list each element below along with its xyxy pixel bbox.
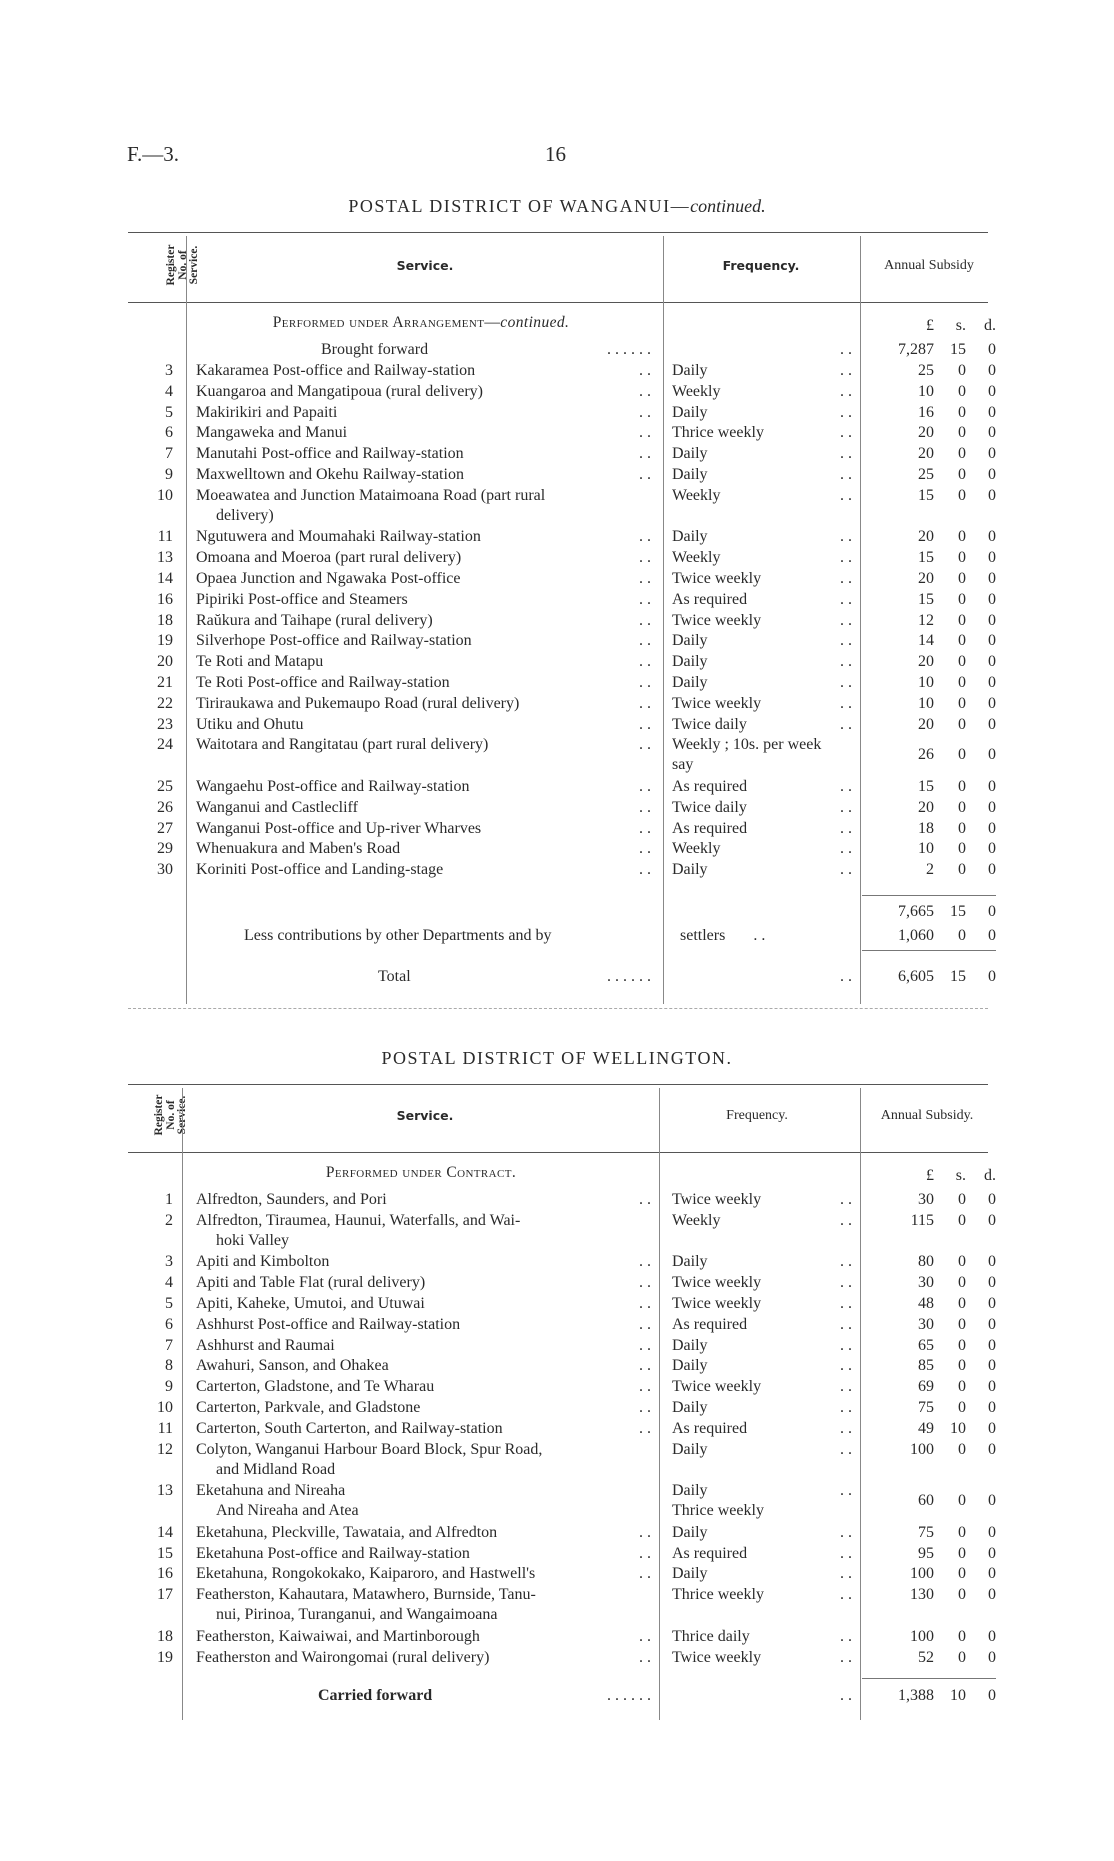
service-name: Ashhurst and Raumai . . [196,1336,651,1354]
frequency: Daily . . [672,528,852,546]
frequency: Twice weekly . . [672,1274,852,1292]
frequency: Daily . . [672,1357,852,1375]
service-name: Omoana and Moeroa (part rural delivery) . . [196,549,651,567]
frequency: As required . . [672,1315,852,1333]
register-column-header: Register No. of Service. [165,244,200,286]
frequency: Twice weekly . . [672,570,852,587]
register-number: 19 [157,1648,173,1666]
frequency: Twice weekly . . [672,611,852,629]
frequency: As required . . [672,590,852,608]
register-number: 15 [157,1544,173,1562]
service-name: Silverhope Post-office and Railway-station . . [196,632,651,650]
section-heading: Performed under Arrangement—continued. [272,314,570,331]
register-number: 16 [157,1565,173,1583]
service-name: Moeawatea and Junction Mataimoana Road (part rural delivery) [196,486,546,524]
service-name: Carterton, Parkvale, and Gladstone . . [196,1399,651,1416]
table-top-rule [128,1084,988,1085]
service-column-header: Service. [396,258,454,273]
service-name: Eketahuna and Nireaha And Nireaha and Atea [196,1482,359,1520]
register-number: 5 [165,403,173,421]
column-divider [663,236,664,1004]
frequency: Twice weekly . . [672,694,852,712]
service-name: Ashhurst Post-office and Railway-station . . [196,1315,651,1333]
frequency: Twice weekly . . [672,1648,852,1666]
frequency-column-header: Frequency. [726,1108,788,1123]
service-name: Makirikiri and Papaiti . . [196,403,651,421]
service-name: Pipiriki Post-office and Steamers . . [196,590,651,608]
frequency: Daily . . [672,861,852,879]
service-name: Featherston, Kaiwaiwai, and Martinborough . . [196,1627,651,1645]
register-number: 14 [157,1523,173,1541]
register-number: 7 [165,1336,173,1354]
register-number: 11 [157,528,173,546]
register-number: 7 [165,445,173,463]
register-number: 11 [157,1419,173,1437]
frequency: Twice daily . . [672,798,852,816]
section-heading: Performed under Contract. [325,1164,517,1181]
service-name: Mangaweka and Manui . . [196,424,651,442]
service-name: Tiriraukawa and Pukemaupo Road (rural delivery) . . [196,694,651,712]
register-number: 20 [157,653,173,671]
register-number: 29 [157,840,173,858]
frequency-column-header: Frequency. [722,258,800,273]
service-name: Kuangaroa and Mangatipoua (rural delivery) . . [196,382,651,400]
service-name: Featherston and Wairongomai (rural delivery) . . [196,1648,651,1666]
column-divider [860,1088,861,1720]
frequency: Daily Thrice weekly . . [672,1482,852,1520]
register-number: 9 [165,1378,173,1396]
service-name: Awahuri, Sanson, and Ohakea . . [196,1357,651,1375]
frequency: Thrice weekly . . [672,424,852,442]
service-name: Te Roti Post-office and Railway-station . . [196,674,651,691]
column-divider [182,1088,183,1720]
frequency: Daily . . [672,632,852,650]
register-number: 19 [157,632,173,650]
service-name: Whenuakura and Maben's Road . . [196,840,651,858]
carried-forward-rule [862,1678,996,1679]
register-number: 22 [157,694,173,712]
register-number: 3 [165,362,173,379]
frequency: Daily . . [672,1440,852,1458]
frequency: Weekly . . [672,840,852,858]
service-name: Apiti and Table Flat (rural delivery) . . [196,1274,651,1292]
service-name: Carterton, South Carterton, and Railway-station . . [196,1419,651,1437]
service-name: Apiti and Kimbolton . . [196,1253,651,1271]
frequency: Twice weekly . . [672,1191,852,1208]
service-name: Wangaehu Post-office and Railway-station . . [196,778,651,795]
service-name: Eketahuna Post-office and Railway-station . . [196,1544,651,1562]
frequency: Daily . . [672,674,852,691]
wanganui-title: POSTAL DISTRICT OF WANGANUI—continued. [348,196,766,216]
register-number: 21 [157,674,173,691]
wellington-title: POSTAL DISTRICT OF WELLINGTON. [381,1048,733,1068]
service-name: Alfredton, Saunders, and Pori . . [196,1191,651,1208]
frequency: Daily . . [672,653,852,671]
table-bottom-rule [128,1008,988,1009]
register-number: 13 [157,1482,173,1500]
frequency: Daily . . [672,1523,852,1541]
register-number: 18 [157,611,173,629]
register-number: 6 [165,424,173,442]
service-name: Ngutuwera and Moumahaki Railway-station . . [196,528,651,546]
service-name: Colyton, Wanganui Harbour Board Block, Spur Road, and Midland Road [196,1440,543,1478]
register-number: 13 [157,549,173,567]
frequency: As required . . [672,1544,852,1562]
frequency: Twice weekly . . [672,1295,852,1312]
frequency: Daily . . [672,1399,852,1416]
frequency: As required . . [672,778,852,795]
register-number: 9 [165,466,173,483]
frequency: Daily . . [672,1565,852,1583]
service-name: Maxwelltown and Okehu Railway-station . . [196,466,651,483]
service-column-header: Service. [396,1108,454,1123]
service-name: Featherston, Kahautara, Matawhero, Burnside, Tanu- nui, Pirinoa, Turanganui, and Wangaimoana [196,1586,536,1624]
register-number: 24 [157,736,173,754]
service-name: Eketahuna, Pleckville, Tawataia, and Alfredton . . [196,1523,651,1541]
register-column-header: Register No. of Service. [153,1094,188,1136]
register-number: 2 [165,1211,173,1229]
table-header-rule [128,302,988,303]
frequency: Weekly . . [672,1211,852,1229]
frequency: Daily . . [672,1336,852,1354]
service-name: Carterton, Gladstone, and Te Wharau . . [196,1378,651,1396]
frequency: As required . . [672,1419,852,1437]
subtotal-rule [862,895,996,896]
register-number: 26 [157,798,173,816]
subsidy-column-header: Annual Subsidy. [880,1108,974,1123]
service-name: Alfredton, Tiraumea, Haunui, Waterfalls, and Wai- hoki Valley [196,1211,521,1249]
frequency: Twice daily . . [672,715,852,733]
service-name: Manutahi Post-office and Railway-station . . [196,445,651,463]
column-divider [659,1088,660,1720]
register-number: 4 [165,382,173,400]
page-ref: F.—3. [127,142,179,166]
service-name: Apiti, Kaheke, Umutoi, and Utuwai . . [196,1295,651,1312]
register-number: 4 [165,1274,173,1292]
register-number: 8 [165,1357,173,1375]
frequency: Weekly . . [672,382,852,400]
frequency: Weekly . . [672,549,852,567]
service-name: Koriniti Post-office and Landing-stage . . [196,861,651,879]
service-name: Raŭkura and Taihape (rural delivery) . . [196,611,651,629]
register-number: 23 [157,715,173,733]
register-number: 16 [157,590,173,608]
table-header-rule [128,1152,988,1153]
service-name: Opaea Junction and Ngawaka Post-office . . [196,570,651,587]
service-name: Te Roti and Matapu . . [196,653,651,671]
frequency: Thrice daily . . [672,1627,852,1645]
register-number: 3 [165,1253,173,1271]
frequency: Daily . . [672,466,852,483]
service-name: Utiku and Ohutu . . [196,715,651,733]
register-number: 5 [165,1295,173,1312]
register-number: 12 [157,1440,173,1458]
register-number: 17 [157,1586,173,1604]
service-name: Wanganui and Castlecliff . . [196,798,651,816]
service-name: Waitotara and Rangitatau (part rural delivery) . . [196,736,651,754]
frequency: Twice weekly . . [672,1378,852,1396]
service-name: Kakaramea Post-office and Railway-station . . [196,362,651,379]
register-number: 27 [157,819,173,837]
service-name: Eketahuna, Rongokokako, Kaiparoro, and Hastwell's . . [196,1565,651,1583]
register-number: 10 [157,486,173,504]
register-number: 18 [157,1627,173,1645]
frequency: As required . . [672,819,852,837]
frequency: Daily . . [672,1253,852,1271]
column-divider [860,236,861,1004]
frequency: Daily . . [672,362,852,379]
register-number: 1 [165,1191,173,1208]
page-number: 16 [545,142,566,166]
register-number: 10 [157,1399,173,1416]
total-rule [862,950,996,951]
table-top-rule [128,232,988,233]
frequency: Daily . . [672,445,852,463]
subsidy-column-header: Annual Subsidy [884,258,974,273]
register-number: 30 [157,861,173,879]
frequency: Thrice weekly . . [672,1586,852,1604]
register-number: 14 [157,570,173,587]
register-number: 25 [157,778,173,795]
frequency: Weekly . . [672,486,852,504]
frequency: Weekly ; 10s. per week say [672,736,822,774]
frequency: Daily . . [672,403,852,421]
register-number: 6 [165,1315,173,1333]
service-name: Wanganui Post-office and Up-river Wharves . . [196,819,651,837]
column-divider [186,236,187,1004]
